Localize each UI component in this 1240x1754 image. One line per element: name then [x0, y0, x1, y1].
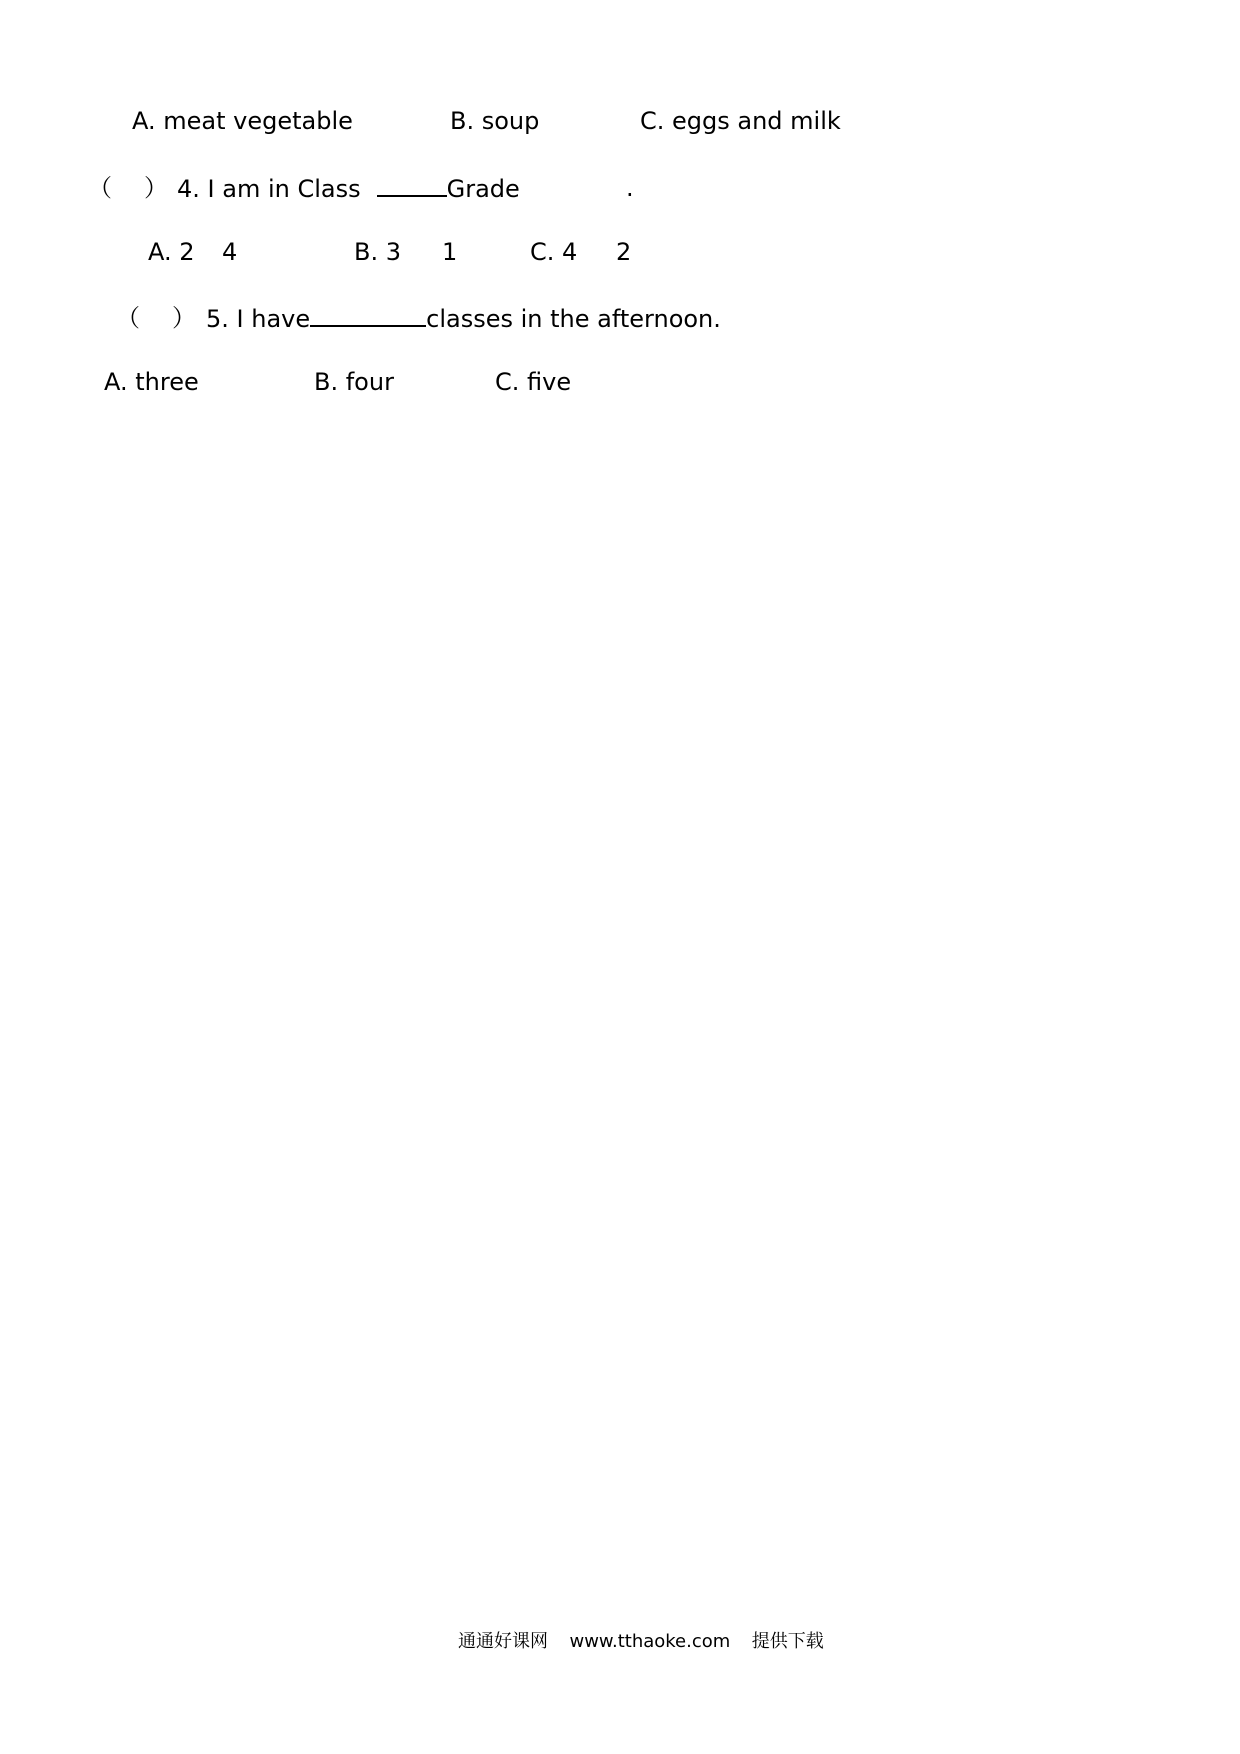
q5-option-b: B. four [314, 368, 394, 396]
q4-paren-open: （ [88, 174, 112, 202]
q4-stem [177, 173, 520, 204]
q5-option-c: C. five [495, 368, 572, 396]
q3-option-c: C. eggs and milk [640, 107, 841, 135]
q5-prefix: 5. I have [206, 305, 311, 333]
q5-option-a: A. three [104, 368, 199, 396]
q5-suffix: classes in the afternoon. [426, 305, 721, 333]
footer-url[interactable]: www.tthaoke.com [569, 1631, 731, 1652]
q4-option-b-label: B. 3 [354, 238, 401, 266]
q4-option-a-label: A. 2 [148, 238, 195, 266]
q4-answer-blank[interactable] [377, 173, 447, 197]
footer-suffix: 提供下载 [751, 1631, 824, 1652]
footer [458, 1630, 824, 1654]
q5-stem [206, 303, 721, 334]
q4-middle: Grade [446, 175, 520, 203]
q5-paren-close: ） [172, 304, 196, 332]
q4-option-c-label: C. 4 [530, 238, 578, 266]
q3-option-b: B. soup [450, 107, 540, 135]
q4-option-a-value: 4 [222, 238, 238, 266]
footer-site-name: 通通好课网 [458, 1631, 548, 1652]
q4-paren-close: ） [144, 174, 168, 202]
q4-option-c-value: 2 [616, 238, 632, 266]
q4-option-b-value: 1 [442, 238, 458, 266]
q5-paren-open: （ [116, 304, 140, 332]
q3-option-a: A. meat vegetable [132, 107, 353, 135]
q4-end: . [626, 174, 634, 202]
q4-prefix: 4. I am in Class [177, 175, 361, 203]
q5-answer-blank[interactable] [310, 303, 426, 327]
